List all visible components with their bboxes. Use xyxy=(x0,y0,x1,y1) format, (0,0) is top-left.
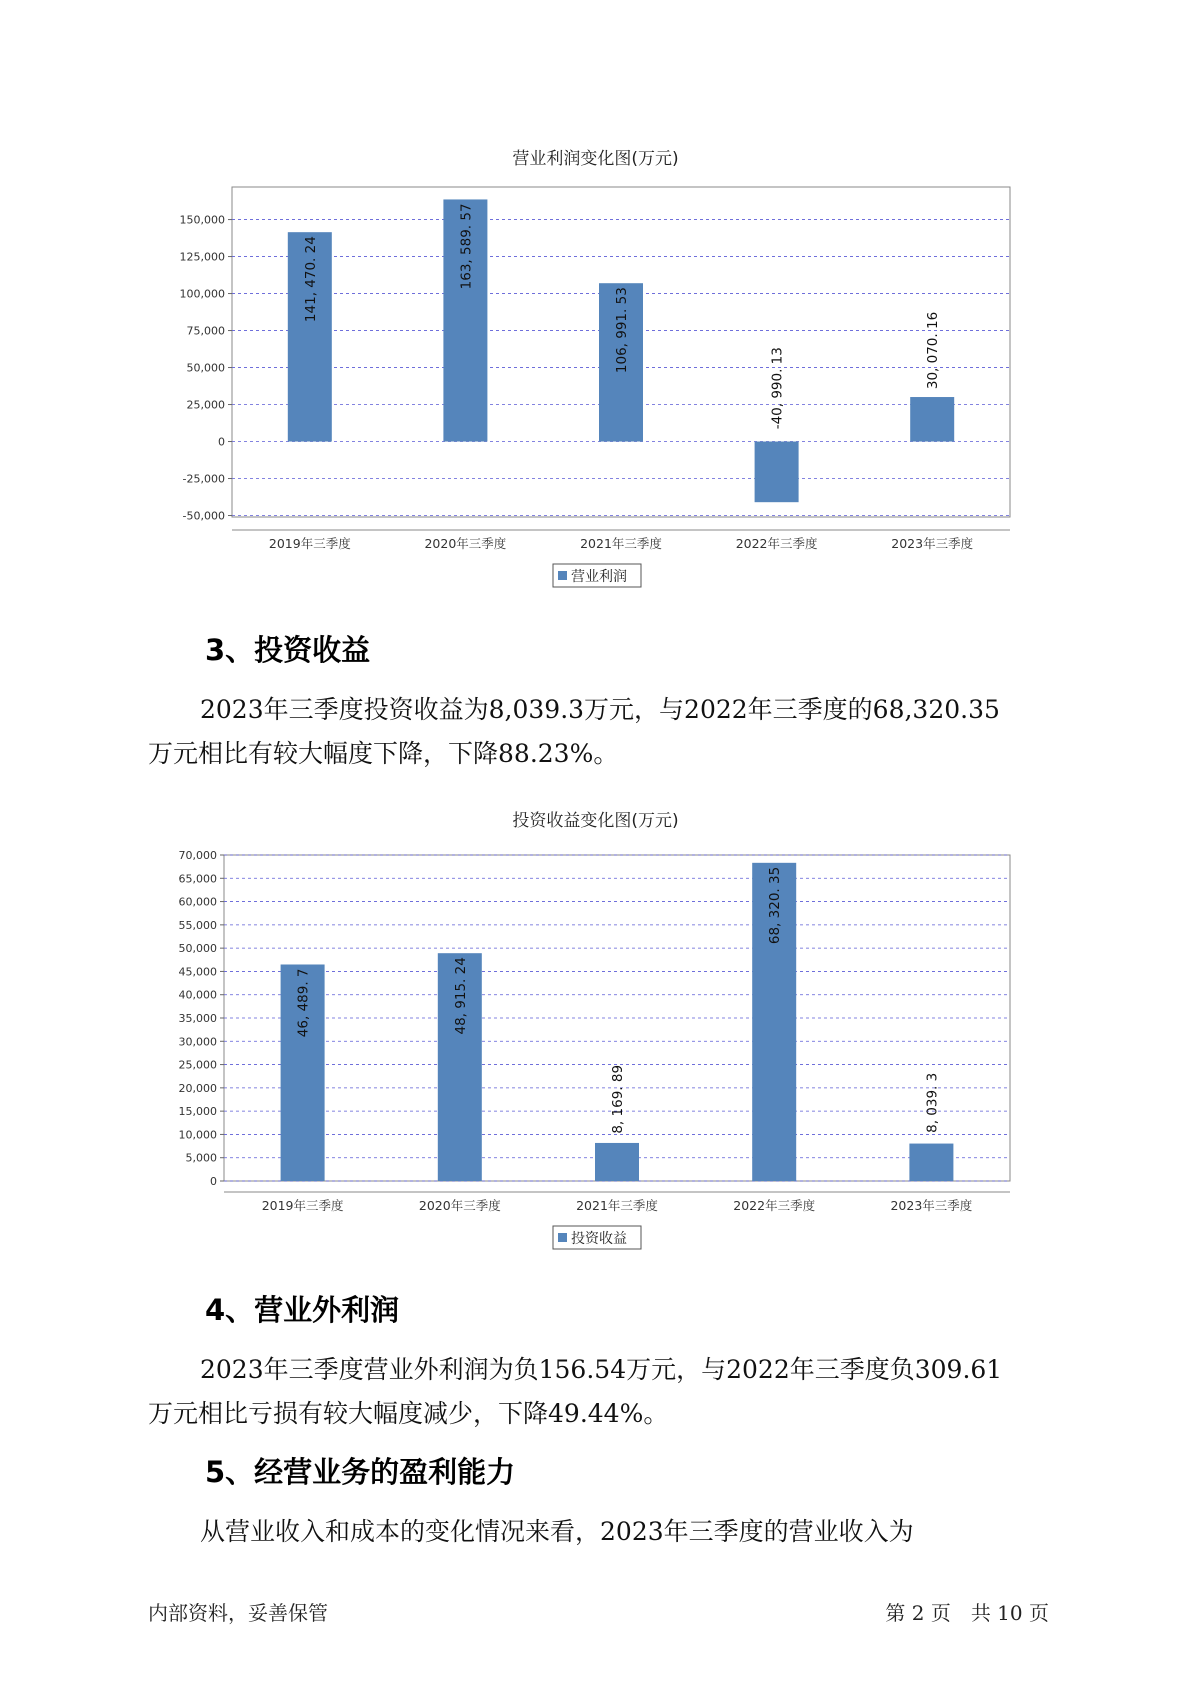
y-tick-label: 10,000 xyxy=(178,1128,217,1142)
y-tick-label: 75,000 xyxy=(186,324,225,338)
y-tick-label: 0 xyxy=(218,435,225,449)
bar-value-label: 46, 489. 7 xyxy=(295,968,312,1038)
y-tick-label: -50,000 xyxy=(182,509,225,523)
y-tick-label: -25,000 xyxy=(182,472,225,486)
y-tick-label: 20,000 xyxy=(178,1081,217,1095)
y-tick-label: 25,000 xyxy=(186,398,225,412)
bar-value-label: 30, 070. 16 xyxy=(925,311,942,390)
paragraph-line: 2023年三季度投资收益为8,039.3万元，与2022年三季度的68,320.35 xyxy=(200,695,1000,724)
x-tick-label: 2022年三季度 xyxy=(733,1198,816,1213)
x-tick-label: 2019年三季度 xyxy=(261,1198,344,1213)
footer-page-number: 第 2 页 共 10 页 xyxy=(885,1601,1049,1625)
legend-swatch xyxy=(558,1233,567,1242)
section-heading-5: 5、经营业务的盈利能力 xyxy=(205,1455,516,1489)
y-tick-label: 45,000 xyxy=(178,965,217,979)
bar-value-label: 68, 320. 35 xyxy=(767,866,784,945)
x-tick-label: 2021年三季度 xyxy=(576,1198,658,1213)
y-tick-label: 0 xyxy=(210,1175,217,1188)
y-tick-label: 65,000 xyxy=(178,872,217,886)
section-heading-3: 3、投资收益 xyxy=(205,633,371,667)
section-paragraph-5 xyxy=(148,1510,1048,1554)
x-tick-label: 2021年三季度 xyxy=(580,536,662,551)
bar-value-label: 141, 470. 24 xyxy=(302,236,319,323)
bar xyxy=(595,1143,639,1181)
y-tick-label: 5,000 xyxy=(185,1151,217,1165)
footer-confidential-note: 内部资料，妥善保管 xyxy=(148,1601,328,1625)
bar xyxy=(909,1144,953,1181)
paragraph-line: 万元相比亏损有较大幅度减少，下降49.44%。 xyxy=(148,1399,669,1428)
y-tick-label: 50,000 xyxy=(178,942,217,956)
y-tick-label: 150,000 xyxy=(179,213,225,227)
bar-value-label: -40, 990. 13 xyxy=(769,347,786,430)
chart2-title: 投资收益变化图(万元) xyxy=(512,811,679,831)
x-tick-label: 2022年三季度 xyxy=(735,536,818,551)
y-tick-label: 30,000 xyxy=(178,1035,217,1049)
y-tick-label: 35,000 xyxy=(178,1012,217,1025)
y-tick-label: 125,000 xyxy=(179,250,225,264)
x-tick-label: 2020年三季度 xyxy=(418,1198,501,1213)
x-tick-label: 2020年三季度 xyxy=(424,536,507,551)
y-tick-label: 60,000 xyxy=(178,895,217,909)
chart1-title: 营业利润变化图(万元) xyxy=(512,149,679,169)
x-tick-label: 2023年三季度 xyxy=(891,536,974,551)
y-tick-label: 15,000 xyxy=(178,1105,217,1119)
x-tick-label: 2019年三季度 xyxy=(268,536,351,551)
paragraph-line: 万元相比有较大幅度下降，下降88.23%。 xyxy=(148,739,619,768)
y-tick-label: 50,000 xyxy=(186,361,225,375)
section-heading-4: 4、营业外利润 xyxy=(205,1293,400,1327)
legend-label: 投资收益 xyxy=(571,1231,627,1247)
y-tick-label: 25,000 xyxy=(178,1058,217,1072)
bar-value-label: 163, 589. 57 xyxy=(458,203,475,290)
bar-value-label: 8, 039. 3 xyxy=(924,1072,941,1133)
section-paragraph-4 xyxy=(148,1348,1048,1436)
x-tick-label: 2023年三季度 xyxy=(890,1198,973,1213)
y-tick-label: 55,000 xyxy=(178,918,217,932)
bar-value-label: 8, 169. 89 xyxy=(610,1064,626,1134)
paragraph-line: 从营业收入和成本的变化情况来看，2023年三季度的营业收入为 xyxy=(200,1517,914,1546)
y-tick-label: 40,000 xyxy=(178,988,217,1002)
legend-label: 营业利润 xyxy=(571,569,627,585)
y-tick-label: 70,000 xyxy=(178,849,217,862)
bar-value-label: 106, 991. 53 xyxy=(614,287,630,374)
paragraph-line: 2023年三季度营业外利润为负156.54万元，与2022年三季度负309.61 xyxy=(200,1355,1003,1384)
bar-value-label: 48, 915. 24 xyxy=(452,957,469,1035)
y-tick-label: 100,000 xyxy=(179,287,225,301)
